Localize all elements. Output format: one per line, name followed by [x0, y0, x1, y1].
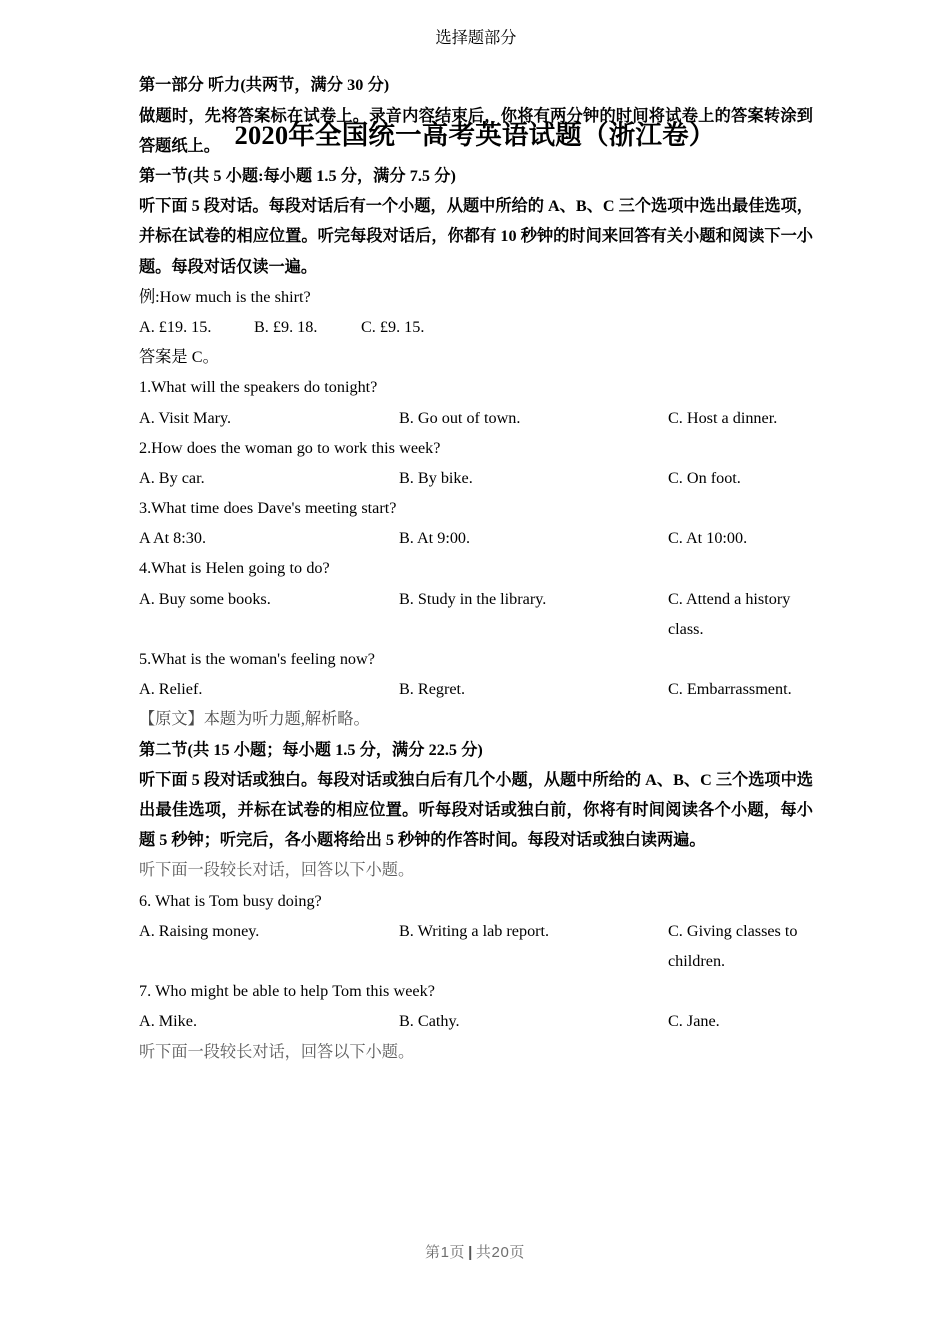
question-1-option-a: A. Visit Mary. — [139, 408, 232, 427]
footer-total-number: 20 — [491, 1244, 510, 1261]
question-6-option-c: C. Giving classes to children. — [668, 921, 798, 971]
example-question: 例:How much is the shirt? — [139, 287, 311, 306]
question-7-option-c: C. Jane. — [668, 1012, 720, 1031]
question-stem-5: 5.What is the woman's feeling now? — [139, 650, 375, 669]
question-options-7 — [139, 1006, 813, 1036]
question-options-5 — [139, 674, 813, 704]
question-3-option-c: C. At 10:00. — [668, 529, 748, 548]
section-one-directions: 听下面 5 段对话。每段对话后有一个小题，从题中所给的 A、B、C 三个选项中选出最佳选项，并标在试卷的相应位置。听完每段对话后，你都有 10 秒钟的时间来回答有关小题和阅读下一小题。每段对话仅读一遍。 — [139, 197, 813, 276]
question-6-option-b: B. Writing a lab report. — [399, 921, 550, 940]
footer-total-label: 共 — [475, 1244, 492, 1261]
page-title: 2020年全国统一高考英语试题（浙江卷） — [234, 120, 716, 150]
footer-separator: | — [468, 1244, 473, 1261]
question-4-option-a: A. Buy some books. — [139, 589, 271, 608]
question-2-option-c: C. On foot. — [668, 468, 741, 487]
section-one-heading: 第一节(共 5 小题:每小题 1.5 分，满分 7.5 分) — [139, 166, 456, 185]
question-7-option-b: B. Cathy. — [399, 1012, 460, 1031]
question-4-option-c: C. Attend a history class. — [668, 589, 791, 638]
footer-page-unit: 页 — [449, 1244, 466, 1261]
part-one-heading: 第一部分 听力(共两节，满分 30 分) — [139, 76, 390, 95]
question-1-option-b: B. Go out of town. — [399, 408, 521, 427]
analysis-note: 【原文】本题为听力题,解析略。 — [139, 710, 370, 729]
example-option-b: B. £9. 18. — [254, 317, 318, 336]
footer-page-label: 第 — [424, 1244, 441, 1261]
example-option-c: C. £9. 15. — [361, 317, 425, 336]
question-stem-1: 1.What will the speakers do tonight? — [139, 378, 378, 397]
question-5-option-a: A. Relief. — [139, 680, 203, 699]
question-stem-3: 3.What time does Dave's meeting start? — [139, 499, 397, 518]
question-stem-4: 4.What is Helen going to do? — [139, 559, 330, 578]
example-answer: 答案是 C。 — [139, 348, 219, 367]
section-two-directions: 听下面 5 段对话或独白。每段对话或独白后有几个小题，从题中所给的 A、B、C 三个选项中选出最佳选项，并标在试卷的相应位置。听每段对话或独白前，你将有时间阅读各个小题，每小题 5 秒钟；听完后，各小题将给出 5 秒钟的作答时间。每段对话或独白读两遍。 — [139, 770, 813, 850]
footer-total-unit: 页 — [509, 1244, 526, 1261]
section-two-heading: 第二节(共 15 小题；每小题 1.5 分，满分 22.5 分) — [139, 740, 483, 759]
question-options-3 — [139, 523, 813, 553]
question-options-2 — [139, 463, 813, 493]
passage-note-2: 听下面一段较长对话，回答以下小题。 — [139, 1042, 415, 1061]
page-footer — [0, 1241, 950, 1262]
question-options-4 — [139, 584, 813, 644]
question-options-6 — [139, 916, 813, 976]
question-3-option-b: B. At 9:00. — [399, 529, 471, 548]
question-6-option-a: A. Raising money. — [139, 921, 260, 940]
question-5-option-c: C. Embarrassment. — [668, 680, 792, 699]
document-body — [139, 0, 813, 1067]
question-3-option-a: A At 8:30. — [139, 529, 207, 548]
question-5-option-b: B. Regret. — [399, 680, 466, 699]
example-options-row — [139, 312, 813, 342]
question-stem-6: 6. What is Tom busy doing? — [139, 891, 322, 910]
question-1-option-c: C. Host a dinner. — [668, 408, 778, 427]
question-7-option-a: A. Mike. — [139, 1012, 197, 1031]
question-4-option-b: B. Study in the library. — [399, 589, 547, 608]
question-options-1 — [139, 403, 813, 433]
passage-note-1: 听下面一段较长对话，回答以下小题。 — [139, 861, 415, 880]
question-stem-2: 2.How does the woman go to work this week? — [139, 438, 441, 457]
question-2-option-a: A. By car. — [139, 468, 205, 487]
question-stem-7: 7. Who might be able to help Tom this week? — [139, 982, 435, 1001]
example-option-a: A. £19. 15. — [139, 317, 212, 336]
section-header-choice-part: 选择题部分 — [435, 29, 517, 47]
footer-page-number: 1 — [440, 1244, 450, 1261]
question-2-option-b: B. By bike. — [399, 468, 473, 487]
part-one-instructions: 做题时，先将答案标在试卷上。录音内容结束后，你将有两分钟的时间将试卷上的答案转涂到答题纸上。 — [139, 106, 813, 155]
